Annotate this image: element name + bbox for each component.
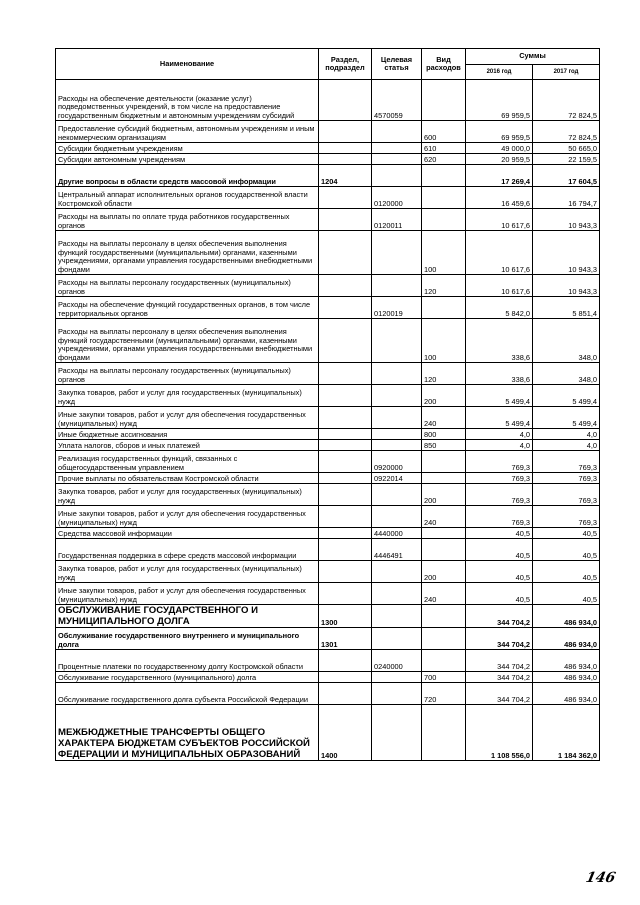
row-section bbox=[319, 528, 372, 539]
row-target bbox=[372, 672, 422, 683]
row-section bbox=[319, 209, 372, 231]
row-name: Расходы на выплаты персоналу в целях обеспечения выполнения функций государственными (муниципальными) органами, казенными учреждениями, органами управления государственными внебюджетными фондами bbox=[56, 319, 319, 363]
row-name: Расходы на выплаты по оплате труда работников государственных органов bbox=[56, 209, 319, 231]
row-value-2017: 769,3 bbox=[533, 451, 600, 473]
row-value-2017: 486 934,0 bbox=[533, 650, 600, 672]
row-section bbox=[319, 473, 372, 484]
row-name: Иные закупки товаров, работ и услуг для обеспечения государственных (муниципальных) нужд bbox=[56, 407, 319, 429]
row-target bbox=[372, 683, 422, 705]
row-section bbox=[319, 506, 372, 528]
row-value-2016: 49 000,0 bbox=[466, 143, 533, 154]
table-row bbox=[56, 484, 600, 506]
row-value-2017: 348,0 bbox=[533, 319, 600, 363]
row-value-2017: 10 943,3 bbox=[533, 275, 600, 297]
row-value-2017: 16 794,7 bbox=[533, 187, 600, 209]
row-value-2016: 344 704,2 bbox=[466, 605, 533, 628]
row-name: Расходы на выплаты персоналу в целях обеспечения выполнения функций государственными (муниципальными) органами, казенными учреждениями, органами управления государственными внебюджетными фондами bbox=[56, 231, 319, 275]
table-row bbox=[56, 561, 600, 583]
row-kind bbox=[422, 539, 466, 561]
row-section: 1300 bbox=[319, 605, 372, 628]
row-kind bbox=[422, 209, 466, 231]
row-target bbox=[372, 705, 422, 761]
row-target bbox=[372, 165, 422, 187]
row-target bbox=[372, 319, 422, 363]
row-kind bbox=[422, 705, 466, 761]
row-name: Средства массовой информации bbox=[56, 528, 319, 539]
row-section bbox=[319, 561, 372, 583]
row-kind bbox=[422, 650, 466, 672]
row-section bbox=[319, 275, 372, 297]
row-section bbox=[319, 231, 372, 275]
row-section bbox=[319, 385, 372, 407]
row-kind: 100 bbox=[422, 319, 466, 363]
row-value-2017: 50 665,0 bbox=[533, 143, 600, 154]
table-row bbox=[56, 165, 600, 187]
table-row bbox=[56, 297, 600, 319]
row-target bbox=[372, 628, 422, 650]
row-section bbox=[319, 154, 372, 165]
row-name: Обслуживание государственного долга субъекта Российской Федерации bbox=[56, 683, 319, 705]
row-name: Расходы на обеспечение функций государственных органов, в том числе территориальных органов bbox=[56, 297, 319, 319]
header-kind: Вид расходов bbox=[422, 49, 466, 80]
row-value-2016: 344 704,2 bbox=[466, 650, 533, 672]
table-row bbox=[56, 473, 600, 484]
row-value-2017: 5 851,4 bbox=[533, 297, 600, 319]
row-value-2017: 348,0 bbox=[533, 363, 600, 385]
row-target: 4440000 bbox=[372, 528, 422, 539]
row-target: 0120000 bbox=[372, 187, 422, 209]
row-value-2016: 16 459,6 bbox=[466, 187, 533, 209]
row-name: Расходы на выплаты персоналу государственных (муниципальных) органов bbox=[56, 275, 319, 297]
row-value-2016: 40,5 bbox=[466, 561, 533, 583]
table-row bbox=[56, 506, 600, 528]
row-value-2016: 4,0 bbox=[466, 440, 533, 451]
budget-table bbox=[55, 48, 600, 761]
header-name: Наименование bbox=[56, 49, 319, 80]
row-name: МЕЖБЮДЖЕТНЫЕ ТРАНСФЕРТЫ ОБЩЕГО ХАРАКТЕРА БЮДЖЕТАМ СУБЪЕКТОВ РОССИЙСКОЙ ФЕДЕРАЦИИ И МУНИЦИПАЛЬНЫХ ОБРАЗОВАНИЙ bbox=[56, 705, 319, 761]
row-kind bbox=[422, 187, 466, 209]
table-row bbox=[56, 121, 600, 143]
row-kind: 850 bbox=[422, 440, 466, 451]
row-kind: 800 bbox=[422, 429, 466, 440]
table-row bbox=[56, 209, 600, 231]
row-kind: 100 bbox=[422, 231, 466, 275]
row-value-2017: 5 499,4 bbox=[533, 407, 600, 429]
row-name: Прочие выплаты по обязательствам Костромской области bbox=[56, 473, 319, 484]
row-name: Процентные платежи по государственному долгу Костромской области bbox=[56, 650, 319, 672]
row-kind: 720 bbox=[422, 683, 466, 705]
row-section: 1204 bbox=[319, 165, 372, 187]
table-row bbox=[56, 605, 600, 628]
row-value-2017: 17 604,5 bbox=[533, 165, 600, 187]
row-value-2016: 17 269,4 bbox=[466, 165, 533, 187]
row-value-2016: 20 959,5 bbox=[466, 154, 533, 165]
table-row bbox=[56, 154, 600, 165]
row-value-2017: 22 159,5 bbox=[533, 154, 600, 165]
row-kind: 240 bbox=[422, 506, 466, 528]
row-value-2016: 5 499,4 bbox=[466, 385, 533, 407]
row-section bbox=[319, 583, 372, 605]
row-value-2017: 40,5 bbox=[533, 583, 600, 605]
row-section bbox=[319, 121, 372, 143]
row-value-2016: 769,3 bbox=[466, 451, 533, 473]
row-section bbox=[319, 297, 372, 319]
row-value-2016: 10 617,6 bbox=[466, 275, 533, 297]
row-kind bbox=[422, 451, 466, 473]
row-target bbox=[372, 605, 422, 628]
row-name: Иные закупки товаров, работ и услуг для обеспечения государственных (муниципальных) нужд bbox=[56, 506, 319, 528]
row-target bbox=[372, 407, 422, 429]
row-value-2016: 4,0 bbox=[466, 429, 533, 440]
row-section bbox=[319, 650, 372, 672]
row-target: 4446491 bbox=[372, 539, 422, 561]
table-row bbox=[56, 683, 600, 705]
row-kind: 700 bbox=[422, 672, 466, 683]
row-value-2016: 344 704,2 bbox=[466, 628, 533, 650]
row-target bbox=[372, 429, 422, 440]
row-value-2016: 10 617,6 bbox=[466, 231, 533, 275]
header-2016: 2016 год bbox=[466, 65, 533, 80]
row-name: Реализация государственных функций, связанных с общегосударственным управлением bbox=[56, 451, 319, 473]
row-kind: 240 bbox=[422, 583, 466, 605]
row-value-2016: 40,5 bbox=[466, 539, 533, 561]
row-target: 0920000 bbox=[372, 451, 422, 473]
row-target bbox=[372, 484, 422, 506]
row-value-2017: 486 934,0 bbox=[533, 683, 600, 705]
row-kind bbox=[422, 628, 466, 650]
row-value-2016: 40,5 bbox=[466, 528, 533, 539]
row-value-2016: 5 499,4 bbox=[466, 407, 533, 429]
row-target bbox=[372, 363, 422, 385]
row-value-2017: 486 934,0 bbox=[533, 628, 600, 650]
row-value-2016: 338,6 bbox=[466, 363, 533, 385]
row-kind: 240 bbox=[422, 407, 466, 429]
table-row bbox=[56, 385, 600, 407]
row-section: 1400 bbox=[319, 705, 372, 761]
row-section bbox=[319, 484, 372, 506]
row-section bbox=[319, 407, 372, 429]
row-section bbox=[319, 451, 372, 473]
row-value-2017: 10 943,3 bbox=[533, 231, 600, 275]
row-section: 1301 bbox=[319, 628, 372, 650]
row-value-2016: 5 842,0 bbox=[466, 297, 533, 319]
table-row bbox=[56, 583, 600, 605]
row-section bbox=[319, 539, 372, 561]
row-target bbox=[372, 154, 422, 165]
header-2017: 2017 год bbox=[533, 65, 600, 80]
row-value-2017: 72 824,5 bbox=[533, 80, 600, 121]
header-sums: Суммы bbox=[466, 49, 600, 65]
table-row bbox=[56, 363, 600, 385]
row-value-2017: 72 824,5 bbox=[533, 121, 600, 143]
row-name: Государственная поддержка в сфере средств массовой информации bbox=[56, 539, 319, 561]
row-target: 0120019 bbox=[372, 297, 422, 319]
row-kind bbox=[422, 528, 466, 539]
table-row bbox=[56, 451, 600, 473]
row-name: Закупка товаров, работ и услуг для государственных (муниципальных) нужд bbox=[56, 484, 319, 506]
row-name: Предоставление субсидий бюджетным, автономным учреждениям и иным некоммерческим организациям bbox=[56, 121, 319, 143]
row-value-2016: 338,6 bbox=[466, 319, 533, 363]
row-section bbox=[319, 319, 372, 363]
row-name: ОБСЛУЖИВАНИЕ ГОСУДАРСТВЕННОГО И МУНИЦИПАЛЬНОГО ДОЛГА bbox=[56, 605, 319, 628]
row-value-2017: 486 934,0 bbox=[533, 672, 600, 683]
row-value-2017: 5 499,4 bbox=[533, 385, 600, 407]
table-row bbox=[56, 275, 600, 297]
header-section: Раздел, подраздел bbox=[319, 49, 372, 80]
row-kind bbox=[422, 165, 466, 187]
header-target: Целевая статья bbox=[372, 49, 422, 80]
row-target: 0922014 bbox=[372, 473, 422, 484]
row-name: Субсидии автономным учреждениям bbox=[56, 154, 319, 165]
table-row bbox=[56, 528, 600, 539]
row-target bbox=[372, 231, 422, 275]
row-value-2016: 40,5 bbox=[466, 583, 533, 605]
row-kind: 620 bbox=[422, 154, 466, 165]
row-section bbox=[319, 429, 372, 440]
table-row bbox=[56, 231, 600, 275]
row-value-2016: 769,3 bbox=[466, 484, 533, 506]
table-row bbox=[56, 187, 600, 209]
table-row bbox=[56, 705, 600, 761]
row-name: Закупка товаров, работ и услуг для государственных (муниципальных) нужд bbox=[56, 385, 319, 407]
row-target bbox=[372, 561, 422, 583]
row-name: Закупка товаров, работ и услуг для государственных (муниципальных) нужд bbox=[56, 561, 319, 583]
table-row bbox=[56, 80, 600, 121]
table-row bbox=[56, 429, 600, 440]
row-kind: 610 bbox=[422, 143, 466, 154]
table-row bbox=[56, 143, 600, 154]
row-name: Иные бюджетные ассигнования bbox=[56, 429, 319, 440]
table-row bbox=[56, 407, 600, 429]
row-value-2017: 769,3 bbox=[533, 473, 600, 484]
row-value-2017: 486 934,0 bbox=[533, 605, 600, 628]
table-row bbox=[56, 539, 600, 561]
row-value-2016: 10 617,6 bbox=[466, 209, 533, 231]
table-row bbox=[56, 319, 600, 363]
row-value-2016: 769,3 bbox=[466, 473, 533, 484]
table-row bbox=[56, 650, 600, 672]
row-section bbox=[319, 672, 372, 683]
row-section bbox=[319, 187, 372, 209]
row-name: Обслуживание государственного (муниципального) долга bbox=[56, 672, 319, 683]
row-name: Субсидии бюджетным учреждениям bbox=[56, 143, 319, 154]
row-value-2016: 344 704,2 bbox=[466, 683, 533, 705]
row-value-2017: 10 943,3 bbox=[533, 209, 600, 231]
row-kind: 120 bbox=[422, 275, 466, 297]
row-section bbox=[319, 80, 372, 121]
row-value-2016: 1 108 556,0 bbox=[466, 705, 533, 761]
row-kind: 600 bbox=[422, 121, 466, 143]
row-value-2017: 4,0 bbox=[533, 429, 600, 440]
row-value-2017: 1 184 362,0 bbox=[533, 705, 600, 761]
row-target bbox=[372, 506, 422, 528]
row-value-2016: 69 959,5 bbox=[466, 80, 533, 121]
page-number: 146 bbox=[584, 870, 617, 886]
row-target bbox=[372, 440, 422, 451]
row-target bbox=[372, 385, 422, 407]
row-name: Обслуживание государственного внутреннего и муниципального долга bbox=[56, 628, 319, 650]
row-target: 4570059 bbox=[372, 80, 422, 121]
table-row bbox=[56, 628, 600, 650]
row-name: Другие вопросы в области средств массовой информации bbox=[56, 165, 319, 187]
row-section bbox=[319, 683, 372, 705]
row-section bbox=[319, 363, 372, 385]
row-target bbox=[372, 143, 422, 154]
row-target: 0240000 bbox=[372, 650, 422, 672]
row-kind bbox=[422, 605, 466, 628]
table-row bbox=[56, 672, 600, 683]
row-section bbox=[319, 440, 372, 451]
row-kind bbox=[422, 80, 466, 121]
row-value-2017: 4,0 bbox=[533, 440, 600, 451]
row-name: Иные закупки товаров, работ и услуг для обеспечения государственных (муниципальных) нужд bbox=[56, 583, 319, 605]
row-name: Расходы на обеспечение деятельности (оказание услуг) подведомственных учреждений, в том числе на предоставление государственным бюджетным и автономным учреждениям субсидий bbox=[56, 80, 319, 121]
row-section bbox=[319, 143, 372, 154]
row-value-2017: 769,3 bbox=[533, 484, 600, 506]
row-value-2016: 344 704,2 bbox=[466, 672, 533, 683]
row-value-2017: 40,5 bbox=[533, 539, 600, 561]
table-body bbox=[56, 80, 600, 761]
row-name: Центральный аппарат исполнительных органов государственной власти Костромской области bbox=[56, 187, 319, 209]
row-kind: 120 bbox=[422, 363, 466, 385]
row-value-2017: 40,5 bbox=[533, 528, 600, 539]
row-target bbox=[372, 275, 422, 297]
row-value-2016: 69 959,5 bbox=[466, 121, 533, 143]
row-target bbox=[372, 583, 422, 605]
row-value-2017: 769,3 bbox=[533, 506, 600, 528]
row-target: 0120011 bbox=[372, 209, 422, 231]
row-name: Расходы на выплаты персоналу государственных (муниципальных) органов bbox=[56, 363, 319, 385]
row-value-2016: 769,3 bbox=[466, 506, 533, 528]
row-kind: 200 bbox=[422, 385, 466, 407]
row-name: Уплата налогов, сборов и иных платежей bbox=[56, 440, 319, 451]
row-value-2017: 40,5 bbox=[533, 561, 600, 583]
row-kind bbox=[422, 297, 466, 319]
row-kind bbox=[422, 473, 466, 484]
row-target bbox=[372, 121, 422, 143]
table-row bbox=[56, 440, 600, 451]
row-kind: 200 bbox=[422, 561, 466, 583]
row-kind: 200 bbox=[422, 484, 466, 506]
